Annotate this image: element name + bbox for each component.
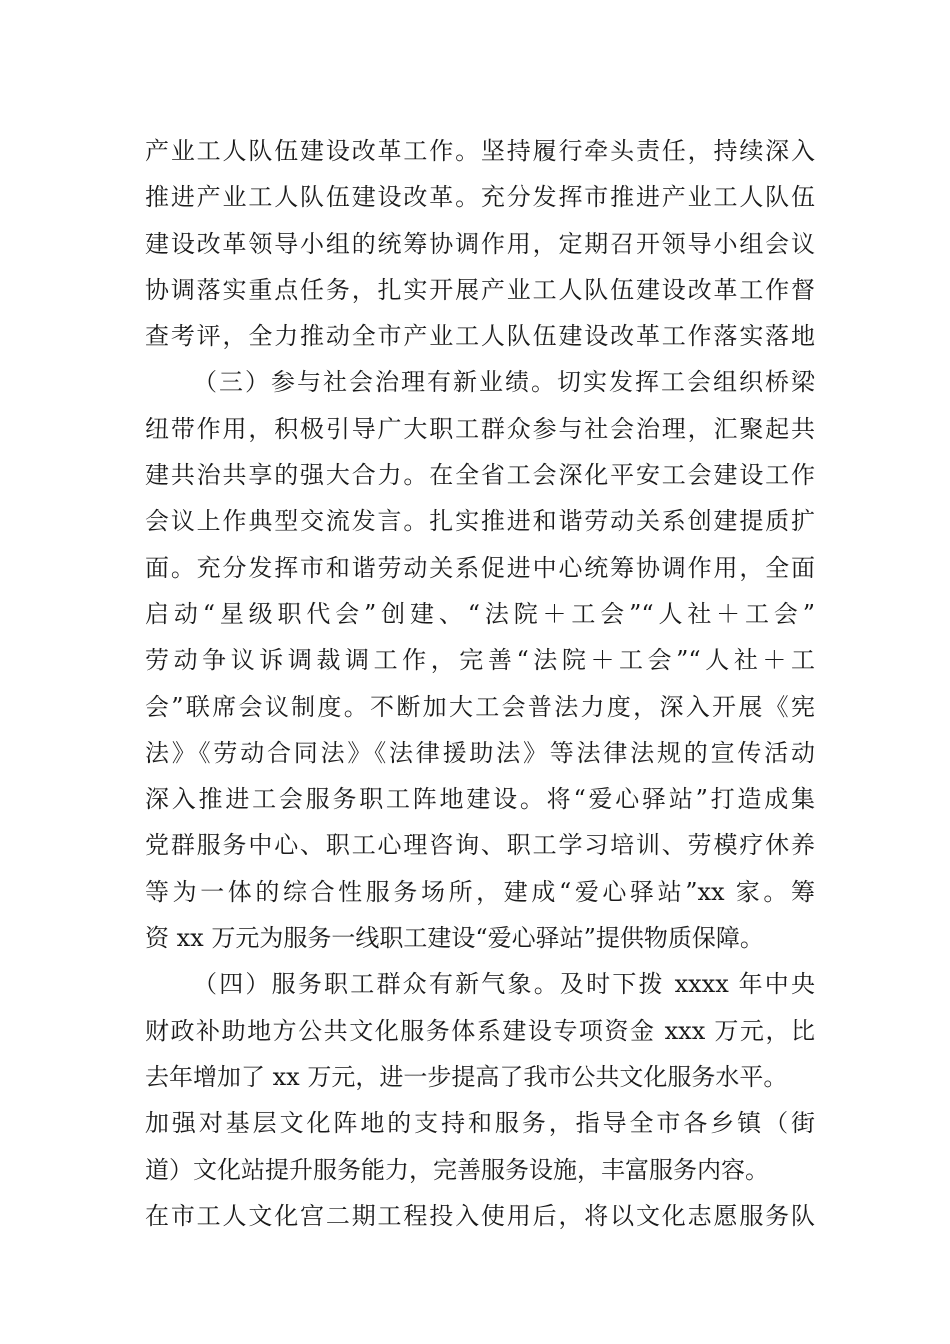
text-line: 会议上作典型交流发言。扎实推进和谐劳动关系创建提质扩 xyxy=(145,507,815,536)
text-line: 建设改革领导小组的统筹协调作用，定期召开领导小组会议 xyxy=(145,229,815,258)
text-line: 党群服务中心、职工心理咨询、职工学习培训、劳模疗休养 xyxy=(145,831,815,860)
text-line: 等为一体的综合性服务场所，建成“爱心驿站”xx 家。筹 xyxy=(145,877,815,906)
text-line: （四）服务职工群众有新气象。及时下拨 xxxx 年中央 xyxy=(193,970,815,999)
text-line: 面。充分发挥市和谐劳动关系促进中心统筹协调作用，全面 xyxy=(145,553,815,582)
text-line: 纽带作用，积极引导广大职工群众参与社会治理，汇聚起共 xyxy=(145,414,815,443)
text-line: 道）文化站提升服务能力，完善服务设施，丰富服务内容。 xyxy=(145,1155,769,1184)
body-text xyxy=(145,128,815,1239)
text-line: 启动“星级职代会”创建、“法院＋工会”“人社＋工会” xyxy=(145,599,815,628)
text-line: 劳动争议诉调裁调工作，完善“法院＋工会”“人社＋工 xyxy=(145,646,815,675)
text-line: 会”联席会议制度。不断加大工会普法力度，深入开展《宪 xyxy=(145,692,815,721)
text-line: 资 xx 万元为服务一线职工建设“爱心驿站”提供物质保障。 xyxy=(145,924,764,953)
text-line: 协调落实重点任务，扎实开展产业工人队伍建设改革工作督 xyxy=(145,275,815,304)
text-line: 建共治共享的强大合力。在全省工会深化平安工会建设工作 xyxy=(145,461,815,490)
text-line: 法》《劳动合同法》《法律援助法》等法律法规的宣传活动 xyxy=(145,738,815,767)
text-line: 产业工人队伍建设改革工作。坚持履行牵头责任，持续深入 xyxy=(145,137,815,165)
text-line: 在市工人文化宫二期工程投入使用后，将以文化志愿服务队 xyxy=(145,1201,815,1230)
text-line: 深入推进工会服务职工阵地建设。将“爱心驿站”打造成集 xyxy=(145,785,815,814)
text-line: 加强对基层文化阵地的支持和服务，指导全市各乡镇（街 xyxy=(145,1109,815,1138)
text-line: 去年增加了 xx 万元，进一步提高了我市公共文化服务水平。 xyxy=(145,1062,788,1091)
text-line: 查考评，全力推动全市产业工人队伍建设改革工作落实落地 xyxy=(145,322,815,351)
text-line: 财政补助地方公共文化服务体系建设专项资金 xxx 万元，比 xyxy=(145,1016,815,1045)
text-line: 推进产业工人队伍建设改革。充分发挥市推进产业工人队伍 xyxy=(145,183,815,212)
text-line: （三）参与社会治理有新业绩。切实发挥工会组织桥梁 xyxy=(193,368,815,397)
